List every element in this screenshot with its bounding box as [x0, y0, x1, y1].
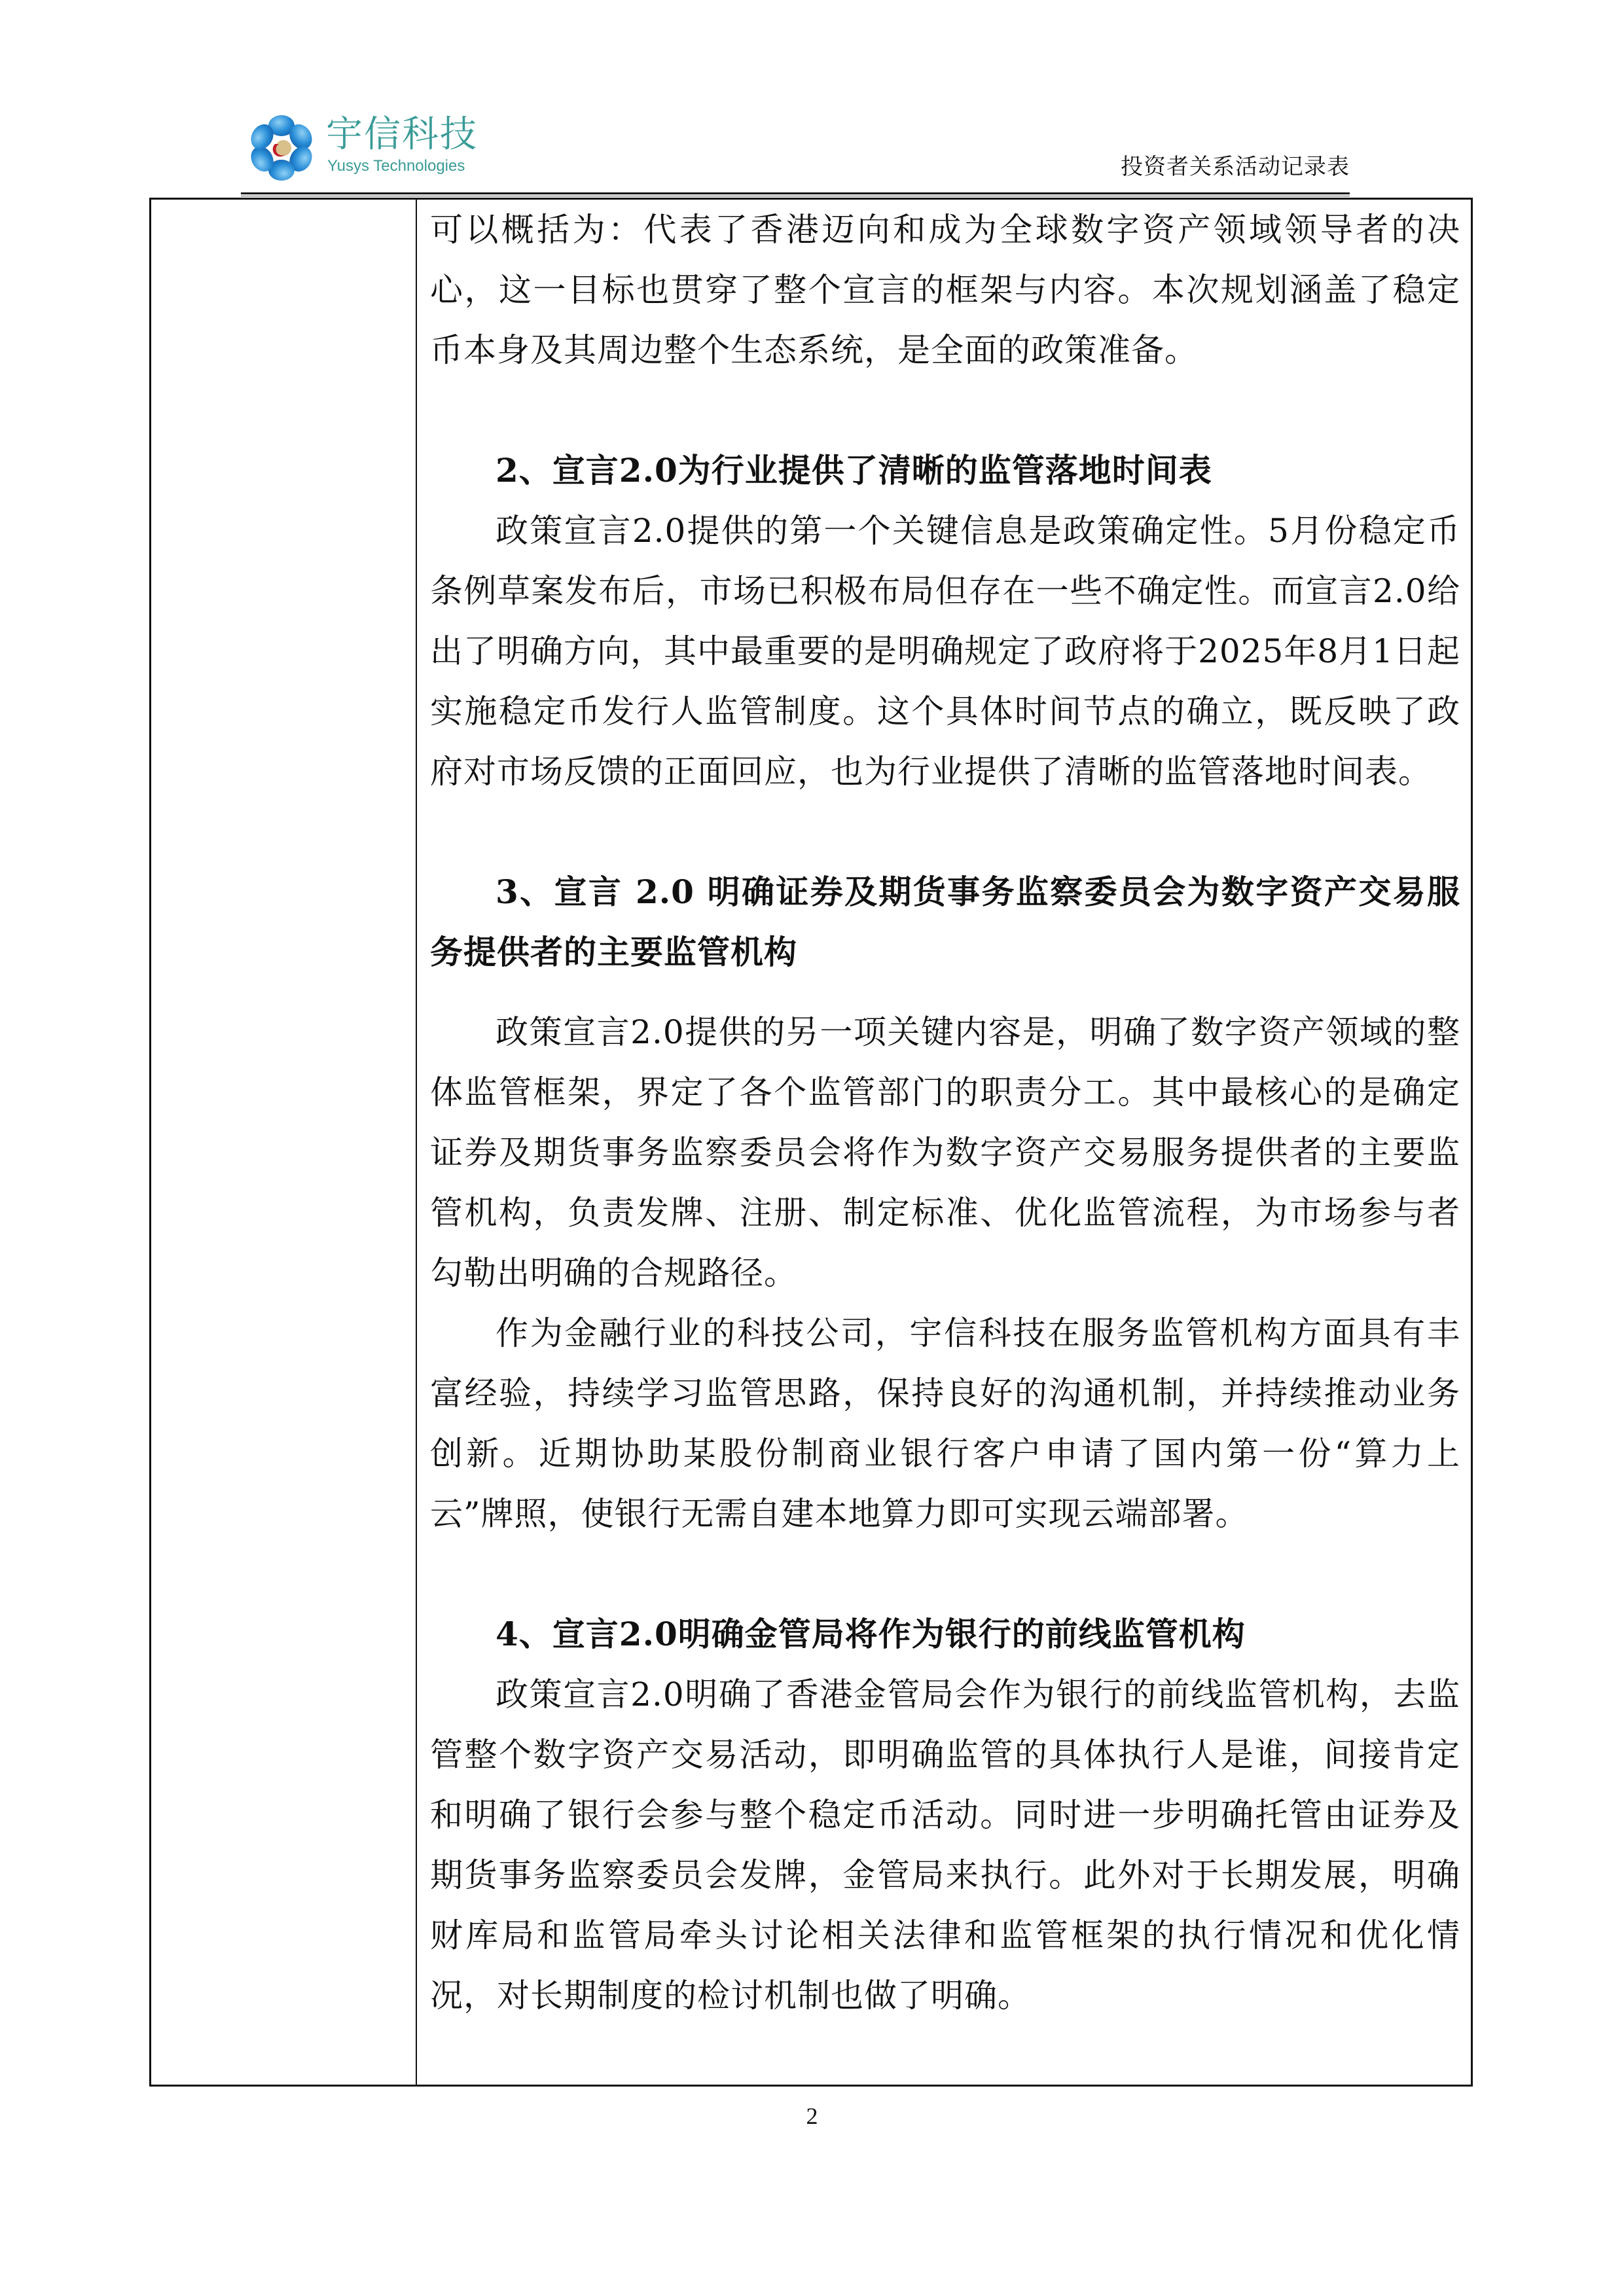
header-rule	[241, 192, 1350, 194]
document-title: 投资者关系活动记录表	[1121, 154, 1350, 180]
section-heading-3: 3、宣言 2.0 明确证券及期货事务监察委员会为数字资产交易服务提供者的主要监管机构	[430, 872, 1460, 971]
page-header	[241, 105, 1481, 198]
column-divider	[416, 200, 417, 2085]
spacer	[430, 1544, 1460, 1604]
spacer	[430, 380, 1460, 440]
section-3-paragraph-1: 政策宣言2.0提供的另一项关键内容是，明确了数字资产领域的整体监管框架，界定了各个监管部门的职责分工。其中最核心的是确定证券及期货事务监察委员会将作为数字资产交易服务提供者的主要监管机构，负责发牌、注册、制定标准、优化监管流程，为市场参与者勾勒出明确的合规路径。	[430, 1013, 1460, 1292]
brand-name-cn: 宇信科技	[326, 113, 478, 156]
yusys-logo-icon	[242, 111, 321, 185]
section-4-paragraph: 政策宣言2.0明确了香港金管局会作为银行的前线监管机构，去监管整个数字资产交易活动，即明确监管的具体执行人是谁，间接肯定和明确了银行会参与整个稳定币活动。同时进一步明确托管由证券及期货事务监察委员会发牌，金管局来执行。此外对于长期发展，明确财库局和监管局牵头讨论相关法律和监管框架的执行情况和优化情况，对长期制度的检讨机制也做了明确。	[430, 1676, 1460, 2015]
intro-paragraph: 可以概括为：代表了香港迈向和成为全球数字资产领域领导者的决心，这一目标也贯穿了整个宣言的框架与内容。本次规划涵盖了稳定币本身及其周边整个生态系统，是全面的政策准备。	[430, 211, 1460, 369]
spacer	[430, 802, 1460, 862]
section-2-paragraph: 政策宣言2.0提供的第一个关键信息是政策确定性。5月份稳定币条例草案发布后，市场已积极布局但存在一些不确定性。而宣言2.0给出了明确方向，其中最重要的是明确规定了政府将于2025年8月1日起实施稳定币发行人监管制度。这个具体时间节点的确立，既反映了政府对市场反馈的正面回应，也为行业提供了清晰的监管落地时间表。	[430, 512, 1460, 791]
table-content-cell	[430, 200, 1460, 2026]
record-table	[149, 198, 1473, 2087]
section-heading-4: 4、宣言2.0明确金管局将作为银行的前线监管机构	[496, 1615, 1246, 1653]
table-label-cell	[151, 200, 416, 2085]
page-number: 2	[806, 2103, 818, 2129]
section-heading-2: 2、宣言2.0为行业提供了清晰的监管落地时间表	[496, 451, 1212, 490]
spacer	[430, 982, 1460, 1002]
section-3-paragraph-2: 作为金融行业的科技公司，宇信科技在服务监管机构方面具有丰富经验，持续学习监管思路，保持良好的沟通机制，并持续推动业务创新。近期协助某股份制商业银行客户申请了国内第一份“算力上云”牌照，使银行无需自建本地算力即可实现云端部署。	[430, 1314, 1460, 1533]
brand-name-en: Yusys Technologies	[327, 157, 465, 175]
